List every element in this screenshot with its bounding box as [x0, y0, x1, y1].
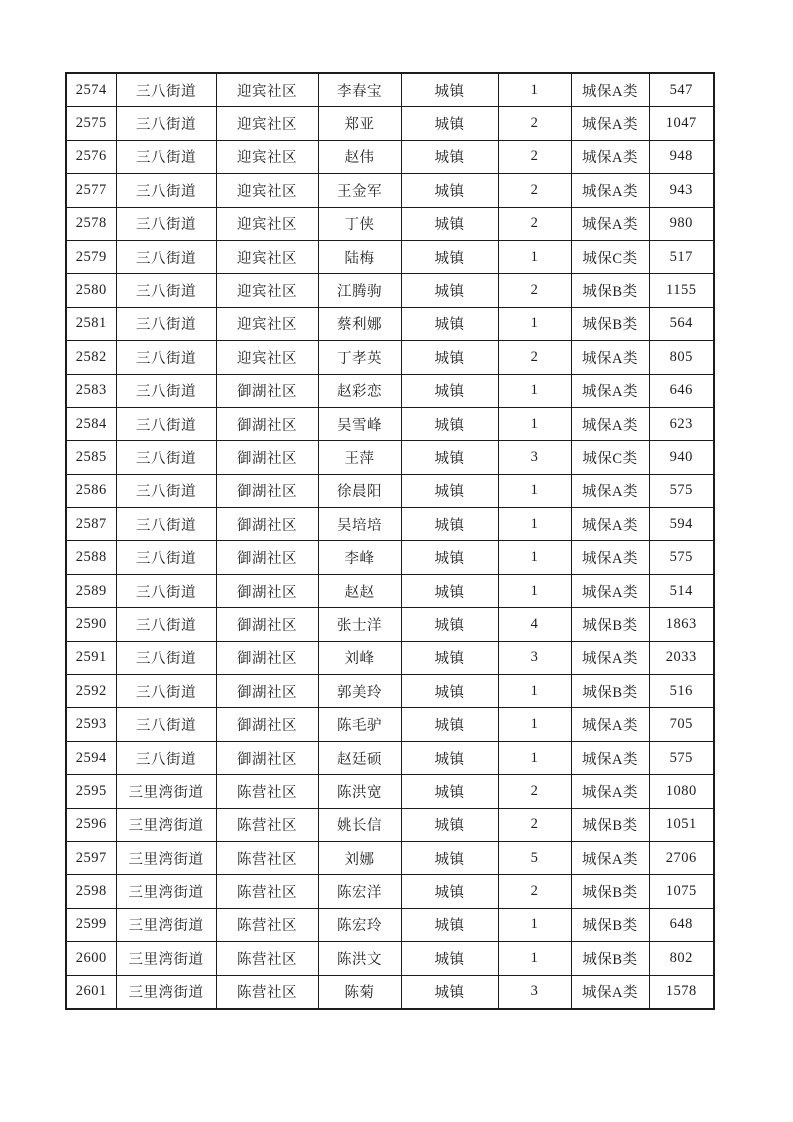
- cell-insurance-category: 城保A类: [571, 841, 649, 874]
- cell-residence-type: 城镇: [401, 942, 498, 975]
- cell-residence-type: 城镇: [401, 641, 498, 674]
- cell-member-count: 1: [498, 708, 571, 741]
- cell-seq: 2587: [66, 508, 116, 541]
- cell-street: 三八街道: [116, 508, 216, 541]
- cell-residence-type: 城镇: [401, 675, 498, 708]
- cell-seq: 2597: [66, 841, 116, 874]
- cell-community: 御湖社区: [216, 608, 318, 641]
- cell-residence-type: 城镇: [401, 441, 498, 474]
- table-row: [66, 641, 714, 674]
- cell-member-count: 1: [498, 908, 571, 941]
- cell-member-count: 1: [498, 741, 571, 774]
- cell-person-name: 李峰: [318, 541, 401, 574]
- cell-street: 三八街道: [116, 441, 216, 474]
- cell-residence-type: 城镇: [401, 875, 498, 908]
- cell-person-name: 陈洪文: [318, 942, 401, 975]
- cell-seq: 2588: [66, 541, 116, 574]
- cell-insurance-category: 城保A类: [571, 207, 649, 240]
- cell-amount: 940: [649, 441, 714, 474]
- cell-residence-type: 城镇: [401, 708, 498, 741]
- cell-amount: 1863: [649, 608, 714, 641]
- cell-residence-type: 城镇: [401, 508, 498, 541]
- cell-community: 迎宾社区: [216, 240, 318, 273]
- cell-street: 三八街道: [116, 207, 216, 240]
- cell-person-name: 刘峰: [318, 641, 401, 674]
- cell-person-name: 吴培培: [318, 508, 401, 541]
- cell-residence-type: 城镇: [401, 107, 498, 140]
- cell-community: 迎宾社区: [216, 140, 318, 173]
- cell-street: 三八街道: [116, 140, 216, 173]
- cell-amount: 623: [649, 407, 714, 440]
- table-row: [66, 407, 714, 440]
- cell-person-name: 蔡利娜: [318, 307, 401, 340]
- cell-community: 陈营社区: [216, 875, 318, 908]
- table-row: [66, 341, 714, 374]
- cell-amount: 547: [649, 73, 714, 107]
- cell-amount: 646: [649, 374, 714, 407]
- cell-amount: 1075: [649, 875, 714, 908]
- cell-street: 三八街道: [116, 274, 216, 307]
- cell-insurance-category: 城保B类: [571, 307, 649, 340]
- table-row: [66, 474, 714, 507]
- cell-person-name: 陆梅: [318, 240, 401, 273]
- cell-street: 三八街道: [116, 675, 216, 708]
- cell-member-count: 3: [498, 641, 571, 674]
- cell-seq: 2574: [66, 73, 116, 107]
- table-row: [66, 741, 714, 774]
- table-row: [66, 675, 714, 708]
- cell-street: 三八街道: [116, 541, 216, 574]
- cell-amount: 802: [649, 942, 714, 975]
- cell-insurance-category: 城保A类: [571, 374, 649, 407]
- cell-residence-type: 城镇: [401, 841, 498, 874]
- cell-street: 三里湾街道: [116, 975, 216, 1009]
- cell-member-count: 1: [498, 675, 571, 708]
- cell-insurance-category: 城保A类: [571, 107, 649, 140]
- cell-amount: 948: [649, 140, 714, 173]
- cell-person-name: 赵廷硕: [318, 741, 401, 774]
- cell-street: 三八街道: [116, 708, 216, 741]
- cell-amount: 594: [649, 508, 714, 541]
- cell-seq: 2601: [66, 975, 116, 1009]
- cell-amount: 2706: [649, 841, 714, 874]
- cell-person-name: 赵赵: [318, 574, 401, 607]
- cell-seq: 2600: [66, 942, 116, 975]
- cell-community: 御湖社区: [216, 641, 318, 674]
- cell-member-count: 2: [498, 808, 571, 841]
- table-row: [66, 107, 714, 140]
- cell-seq: 2584: [66, 407, 116, 440]
- table-row: [66, 541, 714, 574]
- cell-residence-type: 城镇: [401, 341, 498, 374]
- cell-street: 三八街道: [116, 608, 216, 641]
- table-row: [66, 441, 714, 474]
- cell-street: 三八街道: [116, 307, 216, 340]
- cell-seq: 2592: [66, 675, 116, 708]
- table-row: [66, 975, 714, 1009]
- cell-member-count: 1: [498, 574, 571, 607]
- cell-insurance-category: 城保C类: [571, 240, 649, 273]
- cell-community: 迎宾社区: [216, 207, 318, 240]
- cell-residence-type: 城镇: [401, 274, 498, 307]
- cell-residence-type: 城镇: [401, 73, 498, 107]
- cell-amount: 705: [649, 708, 714, 741]
- cell-street: 三八街道: [116, 374, 216, 407]
- cell-amount: 805: [649, 341, 714, 374]
- cell-seq: 2577: [66, 174, 116, 207]
- cell-insurance-category: 城保C类: [571, 441, 649, 474]
- cell-street: 三里湾街道: [116, 875, 216, 908]
- cell-insurance-category: 城保A类: [571, 975, 649, 1009]
- cell-amount: 980: [649, 207, 714, 240]
- cell-person-name: 陈菊: [318, 975, 401, 1009]
- cell-person-name: 姚长信: [318, 808, 401, 841]
- cell-insurance-category: 城保B类: [571, 808, 649, 841]
- cell-community: 御湖社区: [216, 708, 318, 741]
- cell-street: 三里湾街道: [116, 775, 216, 808]
- cell-member-count: 1: [498, 508, 571, 541]
- cell-amount: 648: [649, 908, 714, 941]
- cell-person-name: 李春宝: [318, 73, 401, 107]
- cell-amount: 517: [649, 240, 714, 273]
- cell-street: 三八街道: [116, 240, 216, 273]
- cell-member-count: 2: [498, 274, 571, 307]
- cell-amount: 2033: [649, 641, 714, 674]
- cell-person-name: 陈宏玲: [318, 908, 401, 941]
- cell-street: 三八街道: [116, 73, 216, 107]
- cell-street: 三八街道: [116, 574, 216, 607]
- cell-member-count: 1: [498, 240, 571, 273]
- cell-residence-type: 城镇: [401, 908, 498, 941]
- cell-residence-type: 城镇: [401, 574, 498, 607]
- cell-street: 三里湾街道: [116, 841, 216, 874]
- cell-street: 三里湾街道: [116, 942, 216, 975]
- cell-seq: 2581: [66, 307, 116, 340]
- cell-community: 陈营社区: [216, 975, 318, 1009]
- cell-member-count: 1: [498, 541, 571, 574]
- cell-person-name: 王萍: [318, 441, 401, 474]
- cell-member-count: 1: [498, 73, 571, 107]
- cell-insurance-category: 城保A类: [571, 474, 649, 507]
- cell-insurance-category: 城保A类: [571, 541, 649, 574]
- cell-community: 迎宾社区: [216, 174, 318, 207]
- cell-community: 陈营社区: [216, 808, 318, 841]
- cell-seq: 2589: [66, 574, 116, 607]
- cell-person-name: 吴雪峰: [318, 407, 401, 440]
- cell-member-count: 1: [498, 407, 571, 440]
- cell-residence-type: 城镇: [401, 474, 498, 507]
- cell-street: 三八街道: [116, 641, 216, 674]
- table-row: [66, 942, 714, 975]
- cell-community: 迎宾社区: [216, 107, 318, 140]
- cell-residence-type: 城镇: [401, 307, 498, 340]
- table-body: [66, 73, 714, 1009]
- cell-member-count: 1: [498, 474, 571, 507]
- cell-member-count: 3: [498, 975, 571, 1009]
- cell-residence-type: 城镇: [401, 140, 498, 173]
- cell-insurance-category: 城保B类: [571, 274, 649, 307]
- table-row: [66, 508, 714, 541]
- cell-amount: 575: [649, 741, 714, 774]
- cell-residence-type: 城镇: [401, 975, 498, 1009]
- cell-amount: 575: [649, 541, 714, 574]
- cell-member-count: 2: [498, 107, 571, 140]
- table-row: [66, 608, 714, 641]
- cell-community: 陈营社区: [216, 775, 318, 808]
- cell-person-name: 江腾驹: [318, 274, 401, 307]
- cell-seq: 2599: [66, 908, 116, 941]
- cell-residence-type: 城镇: [401, 207, 498, 240]
- cell-member-count: 2: [498, 174, 571, 207]
- cell-seq: 2598: [66, 875, 116, 908]
- cell-member-count: 2: [498, 341, 571, 374]
- cell-community: 陈营社区: [216, 841, 318, 874]
- cell-member-count: 2: [498, 207, 571, 240]
- cell-member-count: 2: [498, 775, 571, 808]
- cell-insurance-category: 城保A类: [571, 775, 649, 808]
- table-row: [66, 207, 714, 240]
- cell-amount: 1080: [649, 775, 714, 808]
- cell-insurance-category: 城保B类: [571, 875, 649, 908]
- table-row: [66, 808, 714, 841]
- cell-seq: 2579: [66, 240, 116, 273]
- cell-insurance-category: 城保A类: [571, 140, 649, 173]
- cell-insurance-category: 城保A类: [571, 574, 649, 607]
- cell-community: 迎宾社区: [216, 341, 318, 374]
- cell-community: 迎宾社区: [216, 274, 318, 307]
- cell-community: 御湖社区: [216, 508, 318, 541]
- cell-member-count: 2: [498, 140, 571, 173]
- cell-amount: 514: [649, 574, 714, 607]
- cell-amount: 943: [649, 174, 714, 207]
- cell-amount: 564: [649, 307, 714, 340]
- cell-person-name: 赵彩恋: [318, 374, 401, 407]
- cell-amount: 1047: [649, 107, 714, 140]
- table-row: [66, 708, 714, 741]
- cell-member-count: 2: [498, 875, 571, 908]
- cell-insurance-category: 城保B类: [571, 908, 649, 941]
- cell-seq: 2576: [66, 140, 116, 173]
- cell-seq: 2575: [66, 107, 116, 140]
- cell-community: 御湖社区: [216, 374, 318, 407]
- cell-insurance-category: 城保A类: [571, 341, 649, 374]
- cell-community: 御湖社区: [216, 741, 318, 774]
- cell-street: 三里湾街道: [116, 908, 216, 941]
- table-row: [66, 307, 714, 340]
- cell-insurance-category: 城保A类: [571, 641, 649, 674]
- cell-insurance-category: 城保A类: [571, 708, 649, 741]
- cell-person-name: 赵伟: [318, 140, 401, 173]
- table-row: [66, 841, 714, 874]
- cell-seq: 2585: [66, 441, 116, 474]
- cell-member-count: 3: [498, 441, 571, 474]
- table-row: [66, 374, 714, 407]
- cell-person-name: 张士洋: [318, 608, 401, 641]
- cell-community: 迎宾社区: [216, 307, 318, 340]
- cell-person-name: 陈毛驴: [318, 708, 401, 741]
- cell-seq: 2583: [66, 374, 116, 407]
- table-row: [66, 908, 714, 941]
- cell-amount: 1155: [649, 274, 714, 307]
- cell-member-count: 4: [498, 608, 571, 641]
- cell-street: 三八街道: [116, 341, 216, 374]
- cell-insurance-category: 城保A类: [571, 508, 649, 541]
- cell-street: 三里湾街道: [116, 808, 216, 841]
- cell-person-name: 陈洪宽: [318, 775, 401, 808]
- cell-residence-type: 城镇: [401, 174, 498, 207]
- cell-seq: 2582: [66, 341, 116, 374]
- cell-person-name: 刘娜: [318, 841, 401, 874]
- cell-amount: 575: [649, 474, 714, 507]
- cell-seq: 2595: [66, 775, 116, 808]
- cell-community: 迎宾社区: [216, 73, 318, 107]
- table-row: [66, 140, 714, 173]
- cell-seq: 2591: [66, 641, 116, 674]
- cell-street: 三八街道: [116, 474, 216, 507]
- table-row: [66, 174, 714, 207]
- cell-seq: 2593: [66, 708, 116, 741]
- cell-residence-type: 城镇: [401, 741, 498, 774]
- cell-street: 三八街道: [116, 107, 216, 140]
- cell-community: 陈营社区: [216, 908, 318, 941]
- cell-person-name: 王金军: [318, 174, 401, 207]
- cell-community: 御湖社区: [216, 675, 318, 708]
- cell-insurance-category: 城保B类: [571, 942, 649, 975]
- cell-community: 御湖社区: [216, 541, 318, 574]
- cell-insurance-category: 城保A类: [571, 73, 649, 107]
- cell-residence-type: 城镇: [401, 808, 498, 841]
- cell-amount: 516: [649, 675, 714, 708]
- cell-person-name: 郭美玲: [318, 675, 401, 708]
- table-row: [66, 73, 714, 107]
- cell-seq: 2578: [66, 207, 116, 240]
- cell-amount: 1051: [649, 808, 714, 841]
- cell-seq: 2596: [66, 808, 116, 841]
- cell-member-count: 1: [498, 307, 571, 340]
- table-row: [66, 875, 714, 908]
- cell-insurance-category: 城保A类: [571, 741, 649, 774]
- cell-community: 御湖社区: [216, 474, 318, 507]
- cell-community: 御湖社区: [216, 441, 318, 474]
- cell-residence-type: 城镇: [401, 541, 498, 574]
- cell-member-count: 1: [498, 374, 571, 407]
- table-row: [66, 274, 714, 307]
- cell-residence-type: 城镇: [401, 240, 498, 273]
- cell-seq: 2590: [66, 608, 116, 641]
- cell-street: 三八街道: [116, 741, 216, 774]
- cell-member-count: 5: [498, 841, 571, 874]
- table-row: [66, 775, 714, 808]
- cell-street: 三八街道: [116, 407, 216, 440]
- data-table: [65, 72, 715, 1010]
- cell-insurance-category: 城保A类: [571, 174, 649, 207]
- cell-residence-type: 城镇: [401, 608, 498, 641]
- cell-residence-type: 城镇: [401, 775, 498, 808]
- cell-seq: 2594: [66, 741, 116, 774]
- cell-amount: 1578: [649, 975, 714, 1009]
- table-row: [66, 240, 714, 273]
- cell-community: 陈营社区: [216, 942, 318, 975]
- cell-person-name: 徐晨阳: [318, 474, 401, 507]
- cell-insurance-category: 城保B类: [571, 675, 649, 708]
- cell-residence-type: 城镇: [401, 374, 498, 407]
- table-row: [66, 574, 714, 607]
- cell-community: 御湖社区: [216, 407, 318, 440]
- cell-member-count: 1: [498, 942, 571, 975]
- cell-person-name: 丁侠: [318, 207, 401, 240]
- cell-person-name: 丁孝英: [318, 341, 401, 374]
- cell-insurance-category: 城保A类: [571, 407, 649, 440]
- cell-street: 三八街道: [116, 174, 216, 207]
- cell-person-name: 郑亚: [318, 107, 401, 140]
- cell-seq: 2586: [66, 474, 116, 507]
- cell-community: 御湖社区: [216, 574, 318, 607]
- cell-seq: 2580: [66, 274, 116, 307]
- cell-insurance-category: 城保B类: [571, 608, 649, 641]
- cell-residence-type: 城镇: [401, 407, 498, 440]
- cell-person-name: 陈宏洋: [318, 875, 401, 908]
